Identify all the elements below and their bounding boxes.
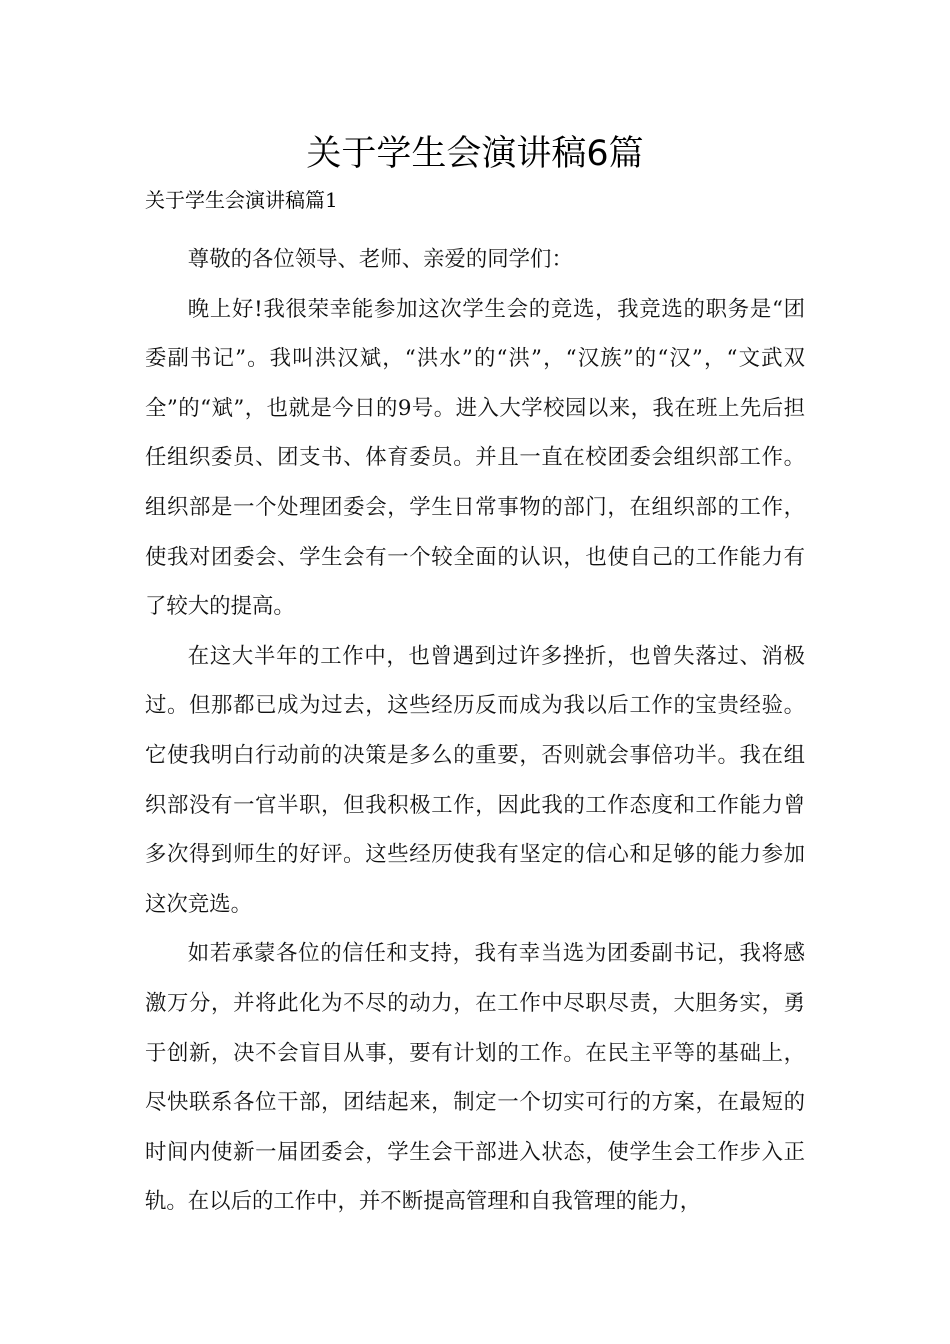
paragraph-introduction: 晚上好!我很荣幸能参加这次学生会的竞选，我竞选的职务是“团委副书记”。我叫洪汉斌，“洪水”的“洪”，“汉族”的“汉”，“文武双全”的“斌”，也就是今日的9号。进入大学校园以来，我在班上先后担任组织委员、团支书、体育委员。并且一直在校团委会组织部工作。组织部是一个处理团委会，学生日常事物的部门，在组织部的工作，使我对团委会、学生会有一个较全面的认识，也使自己的工作能力有了较大的提高。	[145, 296, 805, 620]
section-heading: 关于学生会演讲稿篇1	[145, 188, 338, 212]
document-title: 关于学生会演讲稿6篇	[306, 134, 644, 174]
paragraph-commitment: 如若承蒙各位的信任和支持，我有幸当选为团委副书记，我将感激万分，并将此化为不尽的动力，在工作中尽职尽责，大胆务实，勇于创新，决不会盲目从事，要有计划的工作。在民主平等的基础上，尽快联系各位干部，团结起来，制定一个切实可行的方案，在最短的时间内使新一届团委会，学生会干部进入状态，使学生会工作步入正轨。在以后的工作中，并不断提高管理和自我管理的能力，	[145, 941, 805, 1215]
paragraph-experience: 在这大半年的工作中，也曾遇到过许多挫折，也曾失落过、消极过。但那都已成为过去，这些经历反而成为我以后工作的宝贵经验。它使我明白行动前的决策是多么的重要，否则就会事倍功半。我在组织部没有一官半职，但我积极工作，因此我的工作态度和工作能力曾多次得到师生的好评。这些经历使我有坚定的信心和足够的能力参加这次竞选。	[145, 643, 805, 917]
document-body	[145, 235, 805, 1227]
paragraph-greeting: 尊敬的各位领导、老师、亲爱的同学们：	[187, 247, 573, 272]
